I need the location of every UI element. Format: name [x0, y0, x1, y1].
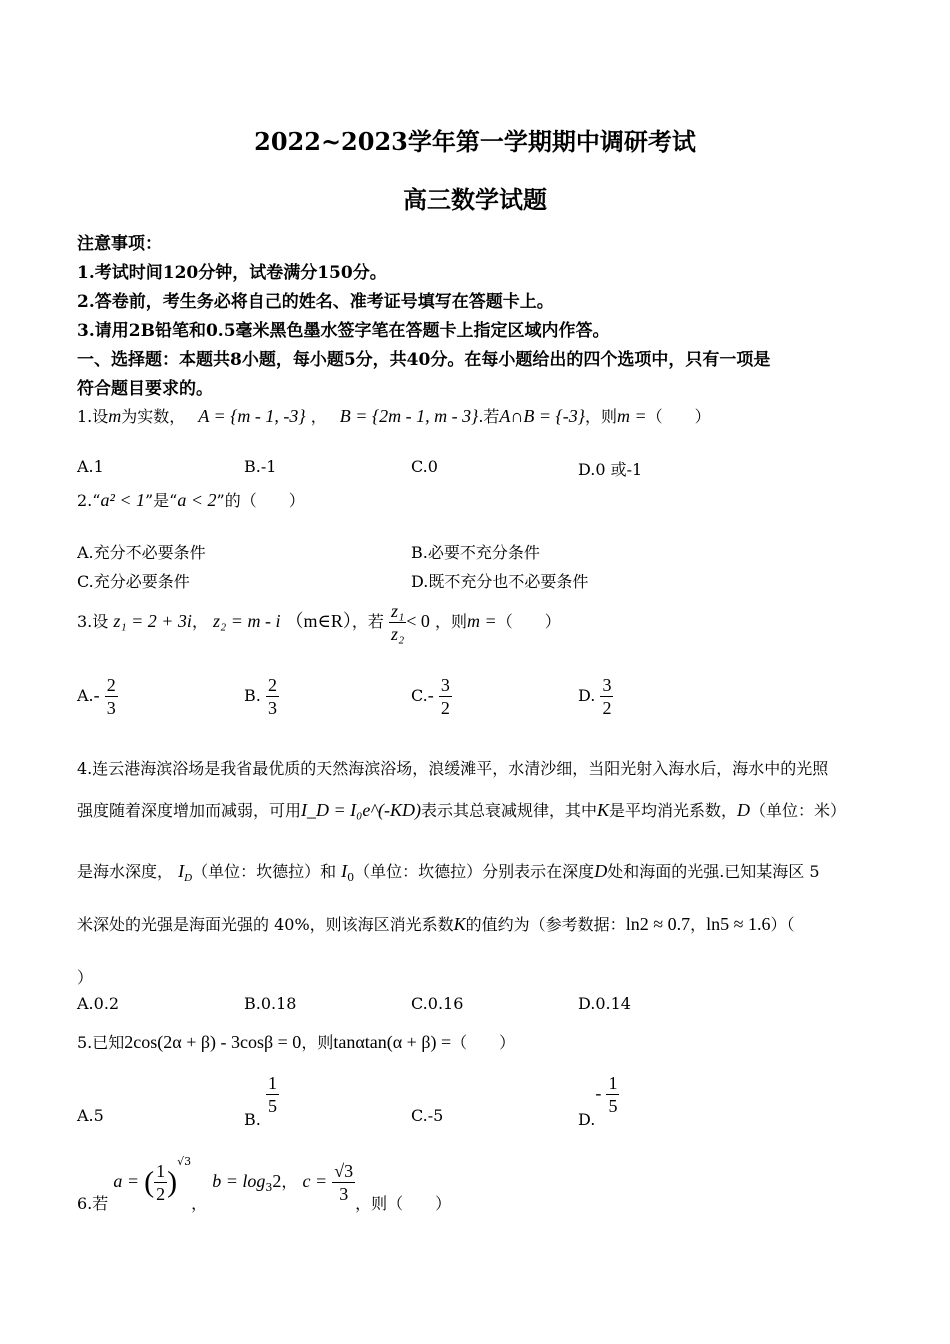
- q4-option-b: B.0.18: [244, 994, 297, 1013]
- q1-set-b: B = {2m - 1, m - 3}: [339, 406, 479, 426]
- q6-prefix: 6.若: [77, 1194, 109, 1213]
- q3-prefix: 3.设: [77, 612, 109, 631]
- q3-option-b-num: 2: [267, 675, 277, 695]
- q6-a-den: 2: [156, 1184, 166, 1204]
- q5-ask: tanαtan(α + β) =: [333, 1032, 452, 1052]
- q3-option-a: [77, 674, 118, 719]
- q4-line-1: 4.连云港海滨浴场是我省最优质的天然海滨浴场，浪缓滩平，水清沙细，当阳光射入海水后，海水中的光照: [77, 759, 829, 778]
- q4-text-a: 强度随着深度增加而减弱，可用: [77, 801, 302, 820]
- q5-option-b-label: B.: [244, 1110, 261, 1129]
- q2-prefix: 2.“: [77, 491, 101, 510]
- q2-option-a: A.充分不必要条件: [77, 543, 206, 562]
- section1-instructions: 一、选择题：本题共8小题，每小题5分，共40分。在每小题给出的四个选项中，只有一项是: [77, 350, 771, 370]
- q4-text-3c: （单位：坎德拉）分别表示在深度: [354, 862, 595, 881]
- q4-text-d: （单位：米）: [750, 801, 847, 820]
- section1-instructions-cont: 符合题目要求的。: [77, 379, 213, 399]
- q4-ref-2: ln5 ≈ 1.6: [706, 914, 771, 934]
- q6-comma-1: ，: [191, 1194, 208, 1213]
- q4-var-id: I: [178, 861, 185, 881]
- q2-condition-2: a < 2: [177, 490, 217, 510]
- q1-text-2: .若: [478, 407, 500, 426]
- q4-line-3: [77, 859, 820, 884]
- q3-fraction-num: z₁: [391, 601, 405, 621]
- q5-prefix: 5.已知: [77, 1033, 125, 1052]
- q6-b: b = log: [212, 1171, 266, 1191]
- q1-option-c: C.0: [411, 457, 438, 476]
- q6-text: ，则（ ）: [355, 1194, 452, 1213]
- note-item-3: 3.请用2B铅笔和0.5毫米黑色墨水签字笔在答题卡上指定区域内作答。: [77, 321, 610, 341]
- q3-option-a-sign: -: [93, 685, 100, 705]
- q3-option-d-den: 2: [602, 698, 612, 718]
- q3-z2: z₂ = m - i: [213, 611, 281, 631]
- q3-ask: m =: [467, 611, 497, 631]
- q4-text-3a: 是海水深度，: [77, 862, 174, 881]
- q3-option-b: [244, 674, 279, 719]
- q3-option-c: [411, 674, 452, 719]
- question-6: 6.若 a = ( $\frac{1}{2}$ )$^{√3}$， $b = \log_32$， c = $\frac{√3}{3}$ ，则（ ）: [77, 1155, 452, 1213]
- note-item-2: 2.答卷前，考生务必将自己的姓名、准考证号填写在答题卡上。: [77, 292, 554, 312]
- q1-ask: m =: [616, 406, 647, 426]
- q3-option-c-den: 2: [440, 698, 450, 718]
- q5-option-c: C.-5: [411, 1106, 444, 1125]
- q4-var-k-2: K: [453, 914, 466, 934]
- q4-ref-comma: ，: [690, 915, 707, 934]
- q6-b-arg: 2: [272, 1171, 282, 1191]
- q1-prefix: 1.设: [77, 407, 109, 426]
- q2-option-d: D.既不充分也不必要条件: [411, 572, 589, 591]
- q6-a-lhs: a =: [113, 1171, 140, 1191]
- notes-heading: 注意事项：: [77, 234, 162, 254]
- q3-option-b-den: 3: [267, 698, 277, 718]
- q1-set-a: A = {m - 1, -3}: [198, 406, 306, 426]
- question-1: [77, 404, 711, 427]
- q3-text: ，若: [351, 612, 384, 631]
- q3-option-d-num: 3: [602, 675, 612, 695]
- q3-option-c-num: 3: [440, 675, 450, 695]
- q4-text-b: 表示其总衰减规律，其中: [420, 801, 597, 820]
- q4-line-2: [77, 798, 846, 821]
- q5-equation: 2cos(2α + β) - 3cosβ = 0: [124, 1032, 302, 1052]
- q4-var-id-sub: D: [184, 872, 193, 884]
- q3-option-a-den: 3: [106, 698, 116, 718]
- q6-comma-2: ，: [281, 1172, 298, 1191]
- q5-option-d-label: D.: [578, 1110, 596, 1129]
- q5-option-b-den: 5: [267, 1096, 277, 1116]
- q3-option-d-label: D.: [578, 686, 596, 705]
- exam-title: 2022~2023学年第一学期期中调研考试: [254, 127, 696, 156]
- q6-a-exp: √3: [177, 1155, 192, 1168]
- q4-ref-1: ln2 ≈ 0.7: [625, 914, 691, 934]
- q1-condition: A∩B = {-3}: [499, 406, 585, 426]
- q3-comma: ，: [191, 612, 208, 631]
- exam-subtitle: 高三数学试题: [403, 185, 547, 214]
- q2-option-c: C.充分必要条件: [77, 572, 190, 591]
- q6-c-num: √3: [334, 1161, 354, 1181]
- q3-option-c-sign: -: [427, 685, 434, 705]
- q4-formula: I_D = I₀e^(-KD): [301, 800, 421, 820]
- q4-option-c: C.0.16: [411, 994, 464, 1013]
- q4-line-4: [77, 912, 795, 935]
- q4-option-d: D.0.14: [578, 994, 631, 1013]
- q3-option-d: [578, 674, 613, 719]
- q5-option-d-num: 1: [608, 1073, 618, 1093]
- q4-option-a: A.0.2: [77, 994, 120, 1013]
- q2-mid: ”是“: [145, 491, 178, 510]
- q5-text: ，则: [301, 1033, 334, 1052]
- question-3: [77, 600, 561, 645]
- q4-text-4a: 米深处的光强是海面光强的 40%，则该海区消光系数: [77, 915, 454, 934]
- q6-c-lhs: c =: [302, 1171, 328, 1191]
- q1-blank: （ ）: [646, 407, 711, 426]
- q5-option-d-sign: -: [595, 1083, 602, 1103]
- note-item-1: 1.考试时间120分钟，试卷满分150分。: [77, 263, 387, 283]
- q1-option-d: D.0 或-1: [578, 460, 643, 479]
- q4-var-d: D: [737, 800, 751, 820]
- q3-option-a-label: A.: [77, 686, 94, 705]
- q6-c-den: 3: [339, 1184, 349, 1204]
- q4-text-3b: （单位：坎德拉）和: [192, 862, 337, 881]
- q5-option-a: A.5: [77, 1106, 104, 1125]
- q2-suffix: ”的（ ）: [216, 491, 305, 510]
- q4-text-4c: ）（: [770, 915, 795, 934]
- q3-text-2: ，则: [435, 612, 468, 631]
- q4-var-k: K: [597, 800, 610, 820]
- q1-text: 为实数，: [121, 407, 186, 426]
- q5-blank: （ ）: [451, 1033, 516, 1052]
- q1-option-b: B.-1: [244, 457, 277, 476]
- q4-text-3d: 处和海面的光强.已知某海区 5: [607, 862, 820, 881]
- q3-condition: （m∈R）: [285, 611, 352, 631]
- q4-var-d-2: D: [594, 861, 608, 881]
- q6-a-num: 1: [156, 1161, 166, 1181]
- q5-option-d: [578, 1072, 619, 1129]
- q3-fraction: [389, 600, 406, 645]
- q1-comma: ，: [310, 407, 327, 426]
- question-2: [77, 488, 305, 511]
- q4-var-i0-sub: 0: [347, 871, 355, 884]
- q3-blank: （ ）: [496, 612, 561, 631]
- q5-option-b: [244, 1072, 279, 1129]
- q5-option-d-den: 5: [608, 1096, 618, 1116]
- q4-text-4b: 的值约为（参考数据：: [465, 915, 626, 934]
- q6-b-sub: 3: [265, 1181, 273, 1194]
- q3-option-c-label: C.: [411, 686, 428, 705]
- question-5: [77, 1030, 515, 1053]
- q4-var-i0: I: [341, 861, 348, 881]
- q2-option-b: B.必要不充分条件: [411, 543, 540, 562]
- q2-condition-1: a² < 1: [100, 490, 145, 510]
- q4-text-c: 是平均消光系数，: [609, 801, 738, 820]
- q3-fraction-den: z₂: [391, 624, 405, 644]
- q3-lt0: < 0: [406, 611, 430, 631]
- q4-line-5: ）: [77, 968, 94, 987]
- q3-option-a-num: 2: [106, 675, 116, 695]
- q1-option-a: A.1: [77, 457, 104, 476]
- q3-z1: z₁ = 2 + 3i: [113, 611, 192, 631]
- q1-var-m: m: [108, 406, 122, 426]
- q5-option-b-num: 1: [267, 1073, 277, 1093]
- q1-text-3: ，则: [584, 407, 617, 426]
- q3-option-b-label: B.: [244, 686, 261, 705]
